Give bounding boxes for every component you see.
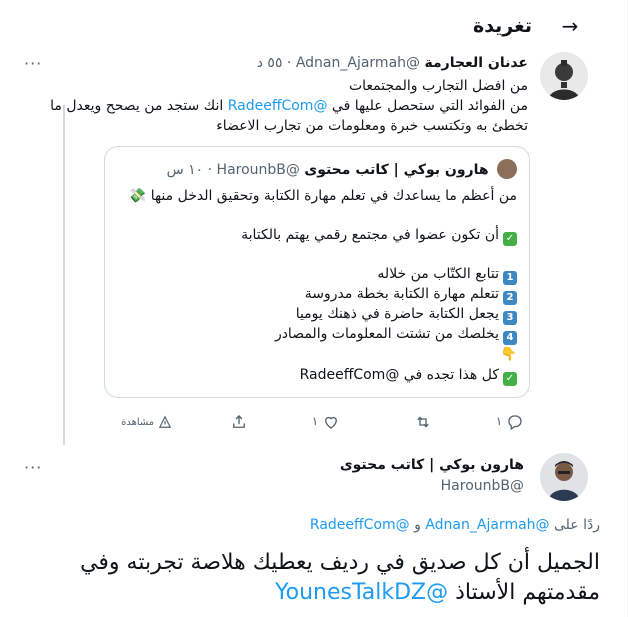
heart-icon [322,413,340,431]
handle[interactable]: @Adnan_Ajarmah [295,55,421,71]
tweet-text-line-2: من الفوائد التي ستحصل عليها في @RadeeffCom انك ستجد من يصحح ويعدل ما [50,98,528,114]
replying-to: ردًا على @Adnan_Ajarmah و @RadeeffCom [309,517,600,533]
reply-text-line-2: مقدمتهم الأستاذ @YounesTalkDZ [275,580,600,605]
reply-count: ١ [495,414,503,428]
page-title: تغريدة [472,15,532,37]
header [0,0,628,52]
share-button[interactable] [230,407,248,435]
check-mark-icon: ✓ [503,232,517,246]
timestamp[interactable]: ٥٥ د [256,55,283,71]
mention-link[interactable]: @YounesTalkDZ [275,580,449,605]
quoted-avatar [497,159,517,179]
quoted-mention: @RadeeffCom [299,367,400,383]
quoted-text-line-1: من أعظم ما يساعدك في تعلم مهارة الكتابة وتحقيق الدخل منها 💸 [128,188,517,204]
main-tweet-header [257,53,528,73]
list-item: 3يجعل الكتابة حاضرة في ذهنك يوميا [296,305,517,325]
reply-button[interactable] [496,407,524,435]
list-item: 2تتعلم مهارة الكتابة بخطة مدروسة [305,285,517,305]
quoted-handle: @HarounbB [216,162,300,178]
like-count: ١ [311,414,319,428]
analytics-button[interactable] [121,407,172,435]
analytics-label: مشاهدة [121,417,155,428]
reply-more-icon[interactable]: ··· [24,458,43,477]
list-item: 1تتابع الكتّاب من خلاله [377,265,517,285]
keycap-1-icon: 1 [503,271,517,285]
share-icon [230,413,248,431]
keycap-3-icon: 3 [503,311,517,325]
thread-line [63,105,65,445]
dot-separator: · [286,55,292,71]
reply-avatar[interactable] [540,453,588,501]
reply-to-user-2[interactable]: @RadeeffCom [309,517,410,533]
reply-display-name[interactable]: هارون بوكي | كاتب محتوى [339,457,524,473]
quoted-text-last-line: ✓كل هذا تجده في @RadeeffCom [300,366,517,386]
check-mark-icon: ✓ [503,372,517,386]
list-item: 4يخلصك من تشتت المعلومات والمصادر [275,325,517,345]
tweet-text-line-1: من افضل التجارب والمجتمعات [348,78,528,94]
quoted-timestamp: ١٠ س [166,162,204,178]
display-name[interactable]: عدنان العجارمة [424,55,528,71]
quoted-text-line-2: ✓أن تكون عضوا في مجتمع رقمي يهتم بالكتابة [241,226,517,246]
quoted-display-name: هارون بوكي | كاتب محتوى [304,162,489,178]
keycap-4-icon: 4 [503,331,517,345]
reply-handle[interactable]: @HarounbB [440,478,524,494]
reply-icon [506,413,524,431]
mention-link[interactable]: @RadeeffCom [227,98,328,114]
like-button[interactable] [312,407,340,435]
analytics-icon [158,415,172,429]
quoted-tweet-header: هارون بوكي | كاتب محتوى @HarounbB · ١٠ س [167,159,517,180]
keycap-2-icon: 2 [503,291,517,305]
tweet-actions [104,407,524,435]
quoted-tweet-card[interactable] [104,146,530,398]
more-icon[interactable]: ··· [24,54,43,73]
reply-text-line-1: الجميل أن كل صديق في رديف يعطيك هلاصة تجربته وفي [80,550,600,575]
pointing-down-icon: 👇 [500,347,517,362]
tweet-text-line-3: تخطئ به وتكتسب خبرة ومعلومات من تجارب الاعضاء [216,118,528,134]
avatar[interactable] [540,52,588,100]
retweet-button[interactable] [414,407,432,435]
reply-to-user-1[interactable]: @Adnan_Ajarmah [425,517,550,533]
back-arrow-icon[interactable]: → [561,14,579,38]
retweet-icon [414,413,432,431]
